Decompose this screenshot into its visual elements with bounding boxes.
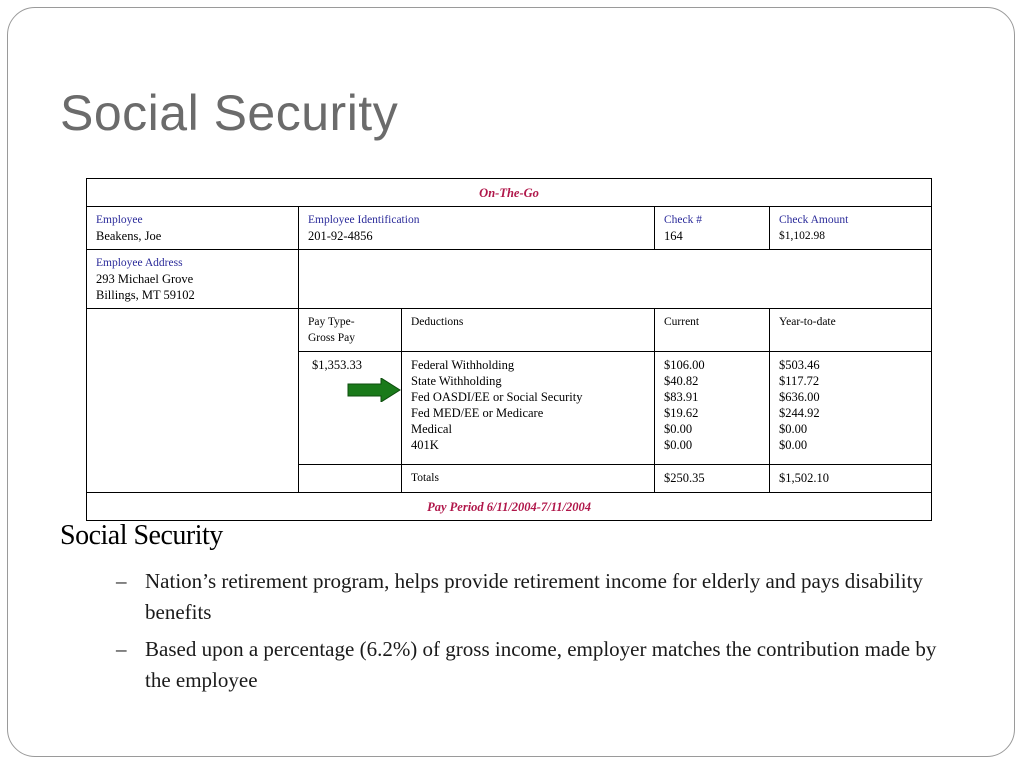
- pay-stub-table: [86, 178, 932, 521]
- totals-ytd: $1,502.10: [770, 465, 932, 493]
- deduction-ytd: $636.00: [779, 390, 820, 404]
- employee-name: Beakens, Joe: [96, 229, 162, 243]
- check-number-value: 164: [664, 229, 683, 243]
- gross-pay-cell: [299, 352, 402, 465]
- deduction-name: Medical: [411, 422, 452, 436]
- employee-id-label: Employee Identification: [308, 214, 420, 226]
- ytd-header: Year-to-date: [770, 309, 932, 352]
- slide-title: Social Security: [60, 85, 399, 141]
- employee-id-cell: [299, 207, 655, 250]
- employee-cell: [87, 207, 299, 250]
- check-amount-cell: [770, 207, 932, 250]
- check-amount-value: $1,102.98: [779, 230, 825, 242]
- totals-blank-cell: [299, 465, 402, 493]
- check-amount-label: Check Amount: [779, 214, 849, 226]
- pay-period: Pay Period 6/11/2004-7/11/2004: [87, 493, 932, 521]
- deduction-current: $40.82: [664, 374, 699, 388]
- deduction-current: $106.00: [664, 358, 705, 372]
- deduction-ytd: $0.00: [779, 438, 808, 452]
- address-line2: Billings, MT 59102: [96, 288, 195, 302]
- deduction-ytd-cell: [770, 352, 932, 465]
- deduction-current: $0.00: [664, 422, 693, 436]
- right-arrow-icon: [347, 378, 401, 402]
- bullet-dash: –: [116, 637, 127, 661]
- check-number-label: Check #: [664, 214, 703, 226]
- deduction-ytd: $0.00: [779, 422, 808, 436]
- paytype-line1: Pay Type-: [308, 316, 355, 328]
- deduction-names-cell: [402, 352, 655, 465]
- bullet-text: Based upon a percentage (6.2%) of gross income, employer matches the contribution made by the employee: [145, 637, 937, 692]
- deduction-name: Federal Withholding: [411, 358, 515, 372]
- deduction-name: Fed OASDI/EE or Social Security: [411, 390, 583, 404]
- current-header: Current: [655, 309, 770, 352]
- section-heading: Social Security: [60, 520, 223, 551]
- deduction-current: $19.62: [664, 406, 699, 420]
- left-blank-cell: [87, 309, 299, 493]
- deduction-ytd: $244.92: [779, 406, 820, 420]
- bullet-dash: –: [116, 569, 127, 593]
- deduction-name: 401K: [411, 438, 439, 452]
- blank-cell: [299, 250, 932, 309]
- check-number-cell: [655, 207, 770, 250]
- deductions-header: Deductions: [402, 309, 655, 352]
- address-label: Employee Address: [96, 257, 183, 269]
- deduction-name: Fed MED/EE or Medicare: [411, 406, 544, 420]
- deduction-ytd: $503.46: [779, 358, 820, 372]
- deduction-ytd: $117.72: [779, 374, 820, 388]
- paytype-line2: Gross Pay: [308, 332, 355, 344]
- company-name: On-The-Go: [87, 179, 932, 207]
- address-line1: 293 Michael Grove: [96, 272, 194, 286]
- employee-id-value: 201-92-4856: [308, 229, 373, 243]
- employee-label: Employee: [96, 214, 143, 226]
- address-cell: [87, 250, 299, 309]
- totals-label: Totals: [402, 465, 655, 493]
- deduction-current: $83.91: [664, 390, 699, 404]
- paytype-header: [299, 309, 402, 352]
- deduction-current: $0.00: [664, 438, 693, 452]
- totals-current: $250.35: [655, 465, 770, 493]
- deduction-current-cell: [655, 352, 770, 465]
- deduction-name: State Withholding: [411, 374, 502, 388]
- bullet-text: Nation’s retirement program, helps provide retirement income for elderly and pays disability benefits: [145, 569, 923, 624]
- gross-pay-value: $1,353.33: [312, 358, 362, 372]
